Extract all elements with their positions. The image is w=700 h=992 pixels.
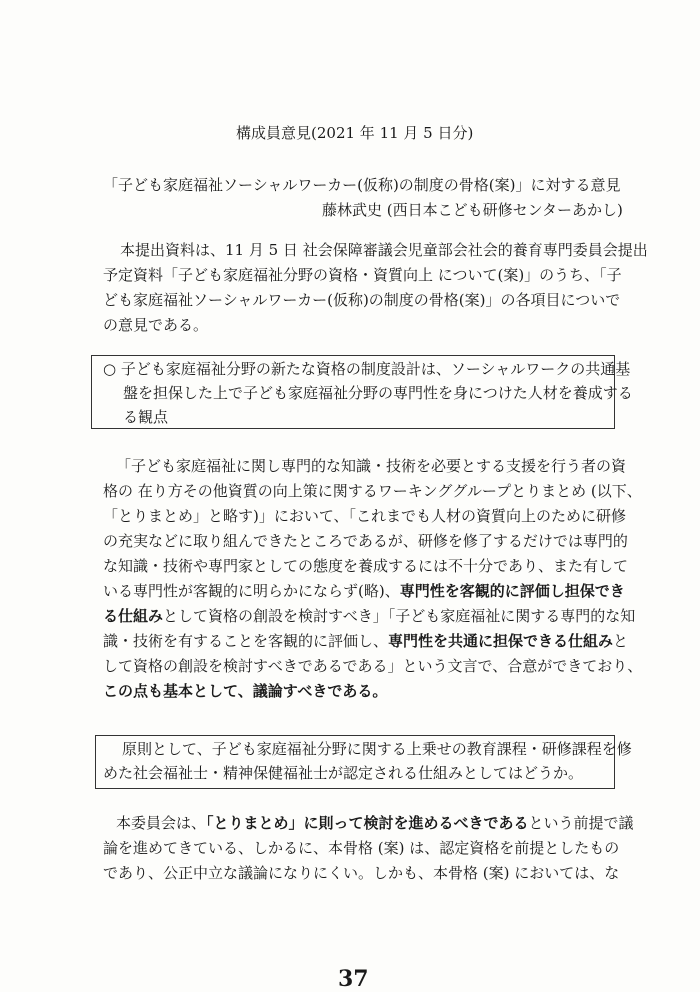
intro-line: の意見である。 bbox=[103, 316, 209, 334]
para3-text: という前提で議 bbox=[528, 814, 634, 832]
para2-line: 格の 在り方その他資質の向上策に関するワーキンググループとりまとめ (以下、 bbox=[103, 482, 642, 500]
para2-emphasis: る仕組み bbox=[103, 607, 164, 625]
para2-line bbox=[103, 606, 635, 626]
box1-line: ○ 子ども家庭福祉分野の新たな資格の制度設計は、ソーシャルワークの共通基 bbox=[103, 360, 631, 378]
para2-text: として資格の創設を検討すべき」「子ども家庭福祉に関する専門的な知 bbox=[163, 607, 636, 625]
intro-line: 予定資料「子ども家庭福祉分野の資格・資質向上 について(案)」のうち、「子 bbox=[103, 266, 622, 284]
document-title: 「子ども家庭福祉ソーシャルワーカー(仮称)の制度の骨格(案)」に対する意見 bbox=[103, 176, 621, 194]
intro-line: 本提出資料は、11 月 5 日 社会保障審議会児童部会社会的養育専門委員会提出 bbox=[120, 241, 648, 259]
para3-line bbox=[116, 813, 634, 833]
para3-text: 本委員会は、 bbox=[116, 814, 207, 832]
box2-line: めた社会福祉士・精神保健福祉士が認定される仕組みとしてはどうか。 bbox=[103, 764, 584, 782]
para2-emphasis: 専門性を共通に担保できる仕組み bbox=[388, 632, 614, 650]
para2-line: の充実などに取り組んできたところであるが、研修を修了するだけでは専門的 bbox=[103, 532, 628, 550]
page-number: 37 bbox=[338, 966, 369, 992]
para2-line bbox=[103, 631, 628, 651]
para2-line: して資格の創設を検討すべきであるである」という文言で、合意ができており、 bbox=[103, 657, 643, 675]
date-line: 構成員意見(2021 年 11 月 5 日分) bbox=[236, 124, 474, 142]
para2-text: 識・技術を有することを客観的に評価し、 bbox=[103, 632, 389, 650]
para3-emphasis: 「とりまとめ」に則って検討を進めるべきである bbox=[206, 814, 529, 832]
box1-line: 盤を担保した上で子ども家庭福祉分野の専門性を身につけた人材を養成する bbox=[123, 384, 633, 402]
para2-text: と bbox=[613, 632, 629, 650]
para2-text: いる専門性が客観的に明らかにならず(略)、 bbox=[103, 582, 400, 600]
author-line: 藤林武史 (西日本こども研修センターあかし) bbox=[322, 201, 623, 219]
para3-line: であり、公正中立な議論になりにくい。しかも、本骨格 (案) においては、な bbox=[103, 864, 620, 882]
para2-emphasis: 専門性を客観的に評価し担保でき bbox=[399, 582, 625, 600]
para2-line bbox=[103, 581, 625, 601]
intro-line: ども家庭福祉ソーシャルワーカー(仮称)の制度の骨格(案)」の各項目についで bbox=[103, 291, 621, 309]
para2-line: 「とりまとめ」と略す)」において、「これまでも人材の資質向上のために研修 bbox=[103, 507, 627, 525]
para2-line: 「子ども家庭福祉に関し専門的な知識・技術を必要とする支援を行う者の資 bbox=[116, 457, 627, 475]
para2-conclusion: この点も基本として、議論すべきである。 bbox=[103, 682, 388, 700]
box1-line: る観点 bbox=[123, 408, 169, 426]
para3-line: 論を進めてきている、しかるに、本骨格 (案) は、認定資格を前提としたもの bbox=[103, 839, 620, 857]
para2-line: な知識・技術や専門家としての態度を養成するには不十分であり、また有して bbox=[103, 557, 629, 575]
box2-line: 原則として、子ども家庭福祉分野に関する上乗せの教育課程・研修課程を修 bbox=[122, 740, 632, 758]
